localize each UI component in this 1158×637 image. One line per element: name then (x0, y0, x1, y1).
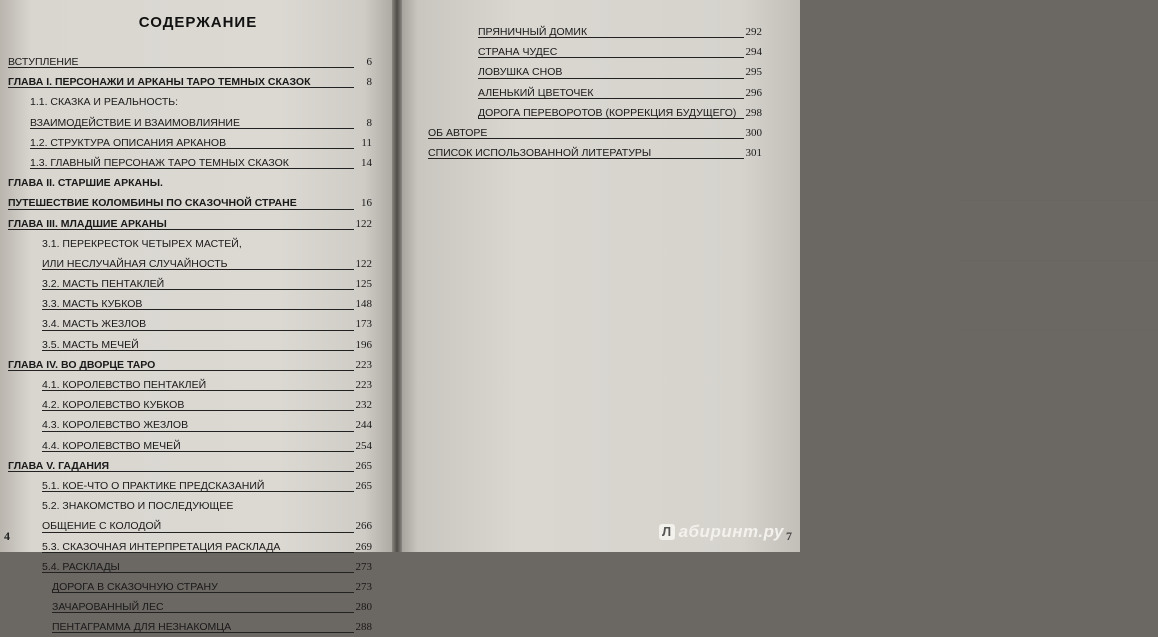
toc-entry-title: ПУТЕШЕСТВИЕ КОЛОМБИНЫ ПО СКАЗОЧНОЙ СТРАНЕ (8, 197, 297, 210)
book-gutter (392, 0, 402, 552)
toc-leader-line (8, 471, 354, 472)
toc-page-number: 295 (745, 66, 762, 79)
toc-entry-title: ГЛАВА I. ПЕРСОНАЖИ И АРКАНЫ ТАРО ТЕМНЫХ СКАЗОК (8, 76, 311, 89)
toc-leader-line (52, 632, 354, 633)
toc-entry-title: 3.1. ПЕРЕКРЕСТОК ЧЕТЫРЕХ МАСТЕЙ, (42, 237, 242, 250)
labirint-logo-text: абиринт.ру (678, 522, 784, 541)
toc-page-number: 223 (355, 358, 372, 371)
toc-page-number: 273 (355, 580, 372, 593)
toc-leader-line (478, 98, 744, 99)
toc-leader-line (8, 229, 354, 230)
bleed-through-line (958, 200, 1158, 201)
toc-entry-title: ЛОВУШКА СНОВ (478, 66, 563, 79)
bleed-through-line (958, 260, 1158, 261)
toc-entry-title: ГЛАВА III. МЛАДШИЕ АРКАНЫ (8, 217, 167, 230)
toc-entry-title: 3.2. МАСТЬ ПЕНТАКЛЕЙ (42, 278, 165, 291)
toc-entry (8, 314, 372, 334)
toc-entry-title: 1.2. СТРУКТУРА ОПИСАНИЯ АРКАНОВ (30, 136, 227, 149)
toc-entry (428, 103, 762, 123)
toc-entry-title: ОБ АВТОРЕ (428, 126, 488, 139)
toc-page-number: 14 (361, 156, 372, 169)
toc-entry (428, 143, 762, 163)
toc-entry-title: ВЗАИМОДЕЙСТВИЕ И ВЗАИМОВЛИЯНИЕ (30, 116, 240, 129)
toc-page-number: 223 (355, 379, 372, 391)
toc-entry-title: 3.3. МАСТЬ КУБКОВ (42, 298, 143, 311)
toc-page-number: 265 (355, 479, 372, 492)
toc-entry (8, 274, 372, 294)
toc-entry (428, 123, 762, 143)
toc-leader-line (478, 78, 744, 79)
toc-leader-line (42, 330, 354, 331)
toc-page-number: 296 (745, 86, 762, 99)
toc-leader-line (42, 289, 354, 290)
toc-entry-title: 4.4. КОРОЛЕВСТВО МЕЧЕЙ (42, 439, 181, 452)
toc-entry-title: СТРАНА ЧУДЕС (478, 46, 558, 59)
toc-page-number: 265 (355, 459, 372, 472)
toc-page-number: 6 (366, 56, 372, 68)
toc-page-number: 300 (745, 126, 762, 139)
bleed-through-line (958, 330, 1158, 331)
toc-leader-line (42, 390, 354, 391)
toc-leader-line (42, 532, 354, 533)
toc-entry (8, 113, 372, 133)
toc-leader-line (42, 451, 354, 452)
toc-page-number: 292 (745, 26, 762, 38)
toc-leader-line (52, 592, 354, 593)
toc-entry (8, 254, 372, 274)
toc-page-number: 122 (355, 217, 372, 230)
toc-entry-title: 4.3. КОРОЛЕВСТВО ЖЕЗЛОВ (42, 419, 189, 432)
toc-entry (8, 476, 372, 496)
toc-page-number: 266 (355, 520, 372, 533)
toc-leader-line (30, 168, 354, 169)
toc-leader-line (8, 67, 354, 68)
toc-leader-line (8, 370, 354, 371)
toc-entry-title: 5.3. СКАЗОЧНАЯ ИНТЕРПРЕТАЦИЯ РАСКЛАДА (42, 540, 281, 553)
toc-leader-line (42, 350, 354, 351)
toc-entry-title: ГЛАВА V. ГАДАНИЯ (8, 459, 110, 472)
toc-entry-title: СПИСОК ИСПОЛЬЗОВАННОЙ ЛИТЕРАТУРЫ (428, 147, 652, 160)
toc-entry (428, 42, 762, 62)
toc-entry (8, 436, 372, 456)
toc-entry (8, 456, 372, 476)
toc-entry-title: 5.4. РАСКЛАДЫ (42, 560, 120, 573)
toc-entry-title: 3.4. МАСТЬ ЖЕЗЛОВ (42, 318, 147, 331)
right-toc-list (428, 22, 762, 163)
toc-leader-line (30, 128, 354, 129)
toc-entry (8, 173, 372, 193)
toc-page-number: 294 (745, 46, 762, 59)
toc-page-number: 173 (355, 318, 372, 331)
toc-entry-title: 1.1. СКАЗКА И РЕАЛЬНОСТЬ: (30, 96, 179, 109)
toc-entry (428, 22, 762, 42)
toc-entry (8, 52, 372, 72)
toc-page-number: 288 (355, 621, 372, 634)
toc-entry-title: ДОРОГА В СКАЗОЧНУЮ СТРАНУ (52, 580, 218, 593)
toc-entry (8, 133, 372, 153)
toc-entry-title: 4.1. КОРОЛЕВСТВО ПЕНТАКЛЕЙ (42, 379, 207, 391)
toc-page-number: 232 (355, 399, 372, 412)
toc-entry (8, 234, 372, 254)
toc-page-number: 11 (361, 136, 372, 149)
toc-entry-title: 4.2. КОРОЛЕВСТВО КУБКОВ (42, 399, 185, 412)
toc-page-number: 8 (366, 76, 372, 89)
toc-leader-line (42, 309, 354, 310)
toc-entry (8, 375, 372, 395)
toc-entry-title: ИЛИ НЕСЛУЧАЙНАЯ СЛУЧАЙНОСТЬ (42, 257, 228, 270)
toc-entry (8, 577, 372, 597)
toc-entry (8, 516, 372, 536)
toc-entry-title: ОБЩЕНИЕ С КОЛОДОЙ (42, 520, 162, 533)
toc-entry (8, 153, 372, 173)
toc-page-number: 122 (355, 257, 372, 270)
toc-entry (8, 557, 372, 577)
toc-entry-title: ВСТУПЛЕНИЕ (8, 56, 79, 68)
toc-entry-title: 5.1. КОЕ-ЧТО О ПРАКТИКЕ ПРЕДСКАЗАНИЙ (42, 479, 265, 492)
toc-entry-title: АЛЕНЬКИЙ ЦВЕТОЧЕК (478, 86, 594, 99)
toc-entry (8, 335, 372, 355)
toc-entry-title: 3.5. МАСТЬ МЕЧЕЙ (42, 338, 139, 351)
toc-page-number: 8 (366, 116, 372, 129)
toc-entry (8, 537, 372, 557)
toc-entry-title: ГЛАВА IV. ВО ДВОРЦЕ ТАРО (8, 358, 156, 371)
toc-leader-line (42, 552, 354, 553)
page-title: СОДЕРЖАНИЕ (138, 14, 258, 31)
toc-entry (8, 355, 372, 375)
toc-leader-line (478, 57, 744, 58)
toc-entry (8, 415, 372, 435)
toc-entry-title: ДОРОГА ПЕРЕВОРОТОВ (КОРРЕКЦИЯ БУДУЩЕГО) (478, 106, 737, 119)
toc-page-number: 269 (355, 540, 372, 553)
toc-page-number: 16 (361, 197, 372, 210)
toc-leader-line (42, 572, 354, 573)
toc-leader-line (478, 118, 744, 119)
toc-leader-line (42, 491, 354, 492)
toc-leader-line (428, 158, 744, 159)
toc-page-number: 301 (745, 147, 762, 160)
toc-leader-line (478, 37, 744, 38)
toc-entry (8, 617, 372, 637)
toc-entry-title: 5.2. ЗНАКОМСТВО И ПОСЛЕДУЮЩЕЕ (42, 500, 234, 513)
toc-entry-title: 1.3. ГЛАВНЫЙ ПЕРСОНАЖ ТАРО ТЕМНЫХ СКАЗОК (30, 156, 289, 169)
toc-entry (8, 193, 372, 213)
toc-entry (428, 83, 762, 103)
toc-entry (8, 92, 372, 112)
toc-leader-line (8, 209, 354, 210)
toc-page-number: 196 (355, 338, 372, 351)
toc-page-number: 148 (355, 298, 372, 311)
toc-leader-line (428, 138, 744, 139)
toc-leader-line (8, 87, 354, 88)
toc-page-number: 280 (355, 601, 372, 614)
toc-entry (8, 294, 372, 314)
toc-leader-line (30, 148, 354, 149)
toc-leader-line (52, 612, 354, 613)
toc-entry (8, 597, 372, 617)
toc-page-number: 273 (355, 560, 372, 573)
toc-page-number: 244 (355, 419, 372, 432)
toc-entry (8, 72, 372, 92)
labirint-logo-icon: Л (659, 524, 675, 540)
toc-page-number: 254 (355, 439, 372, 452)
toc-entry-title: ГЛАВА II. СТАРШИЕ АРКАНЫ. (8, 177, 163, 190)
toc-entry-title: ПЕНТАГРАММА ДЛЯ НЕЗНАКОМЦА (52, 621, 232, 634)
toc-entry (428, 62, 762, 82)
toc-entry (8, 395, 372, 415)
toc-leader-line (42, 431, 354, 432)
toc-leader-line (42, 410, 354, 411)
toc-entry (8, 496, 372, 516)
toc-entry (8, 214, 372, 234)
left-toc-list (8, 52, 372, 637)
labirint-watermark (659, 522, 784, 542)
toc-page-number: 125 (355, 278, 372, 291)
toc-entry-title: ЗАЧАРОВАННЫЙ ЛЕС (52, 601, 164, 614)
page-number-right: 7 (786, 529, 792, 543)
toc-leader-line (42, 269, 354, 270)
page-number-left: 4 (4, 529, 10, 543)
toc-entry-title: ПРЯНИЧНЫЙ ДОМИК (478, 26, 588, 38)
toc-page-number: 298 (745, 106, 762, 119)
